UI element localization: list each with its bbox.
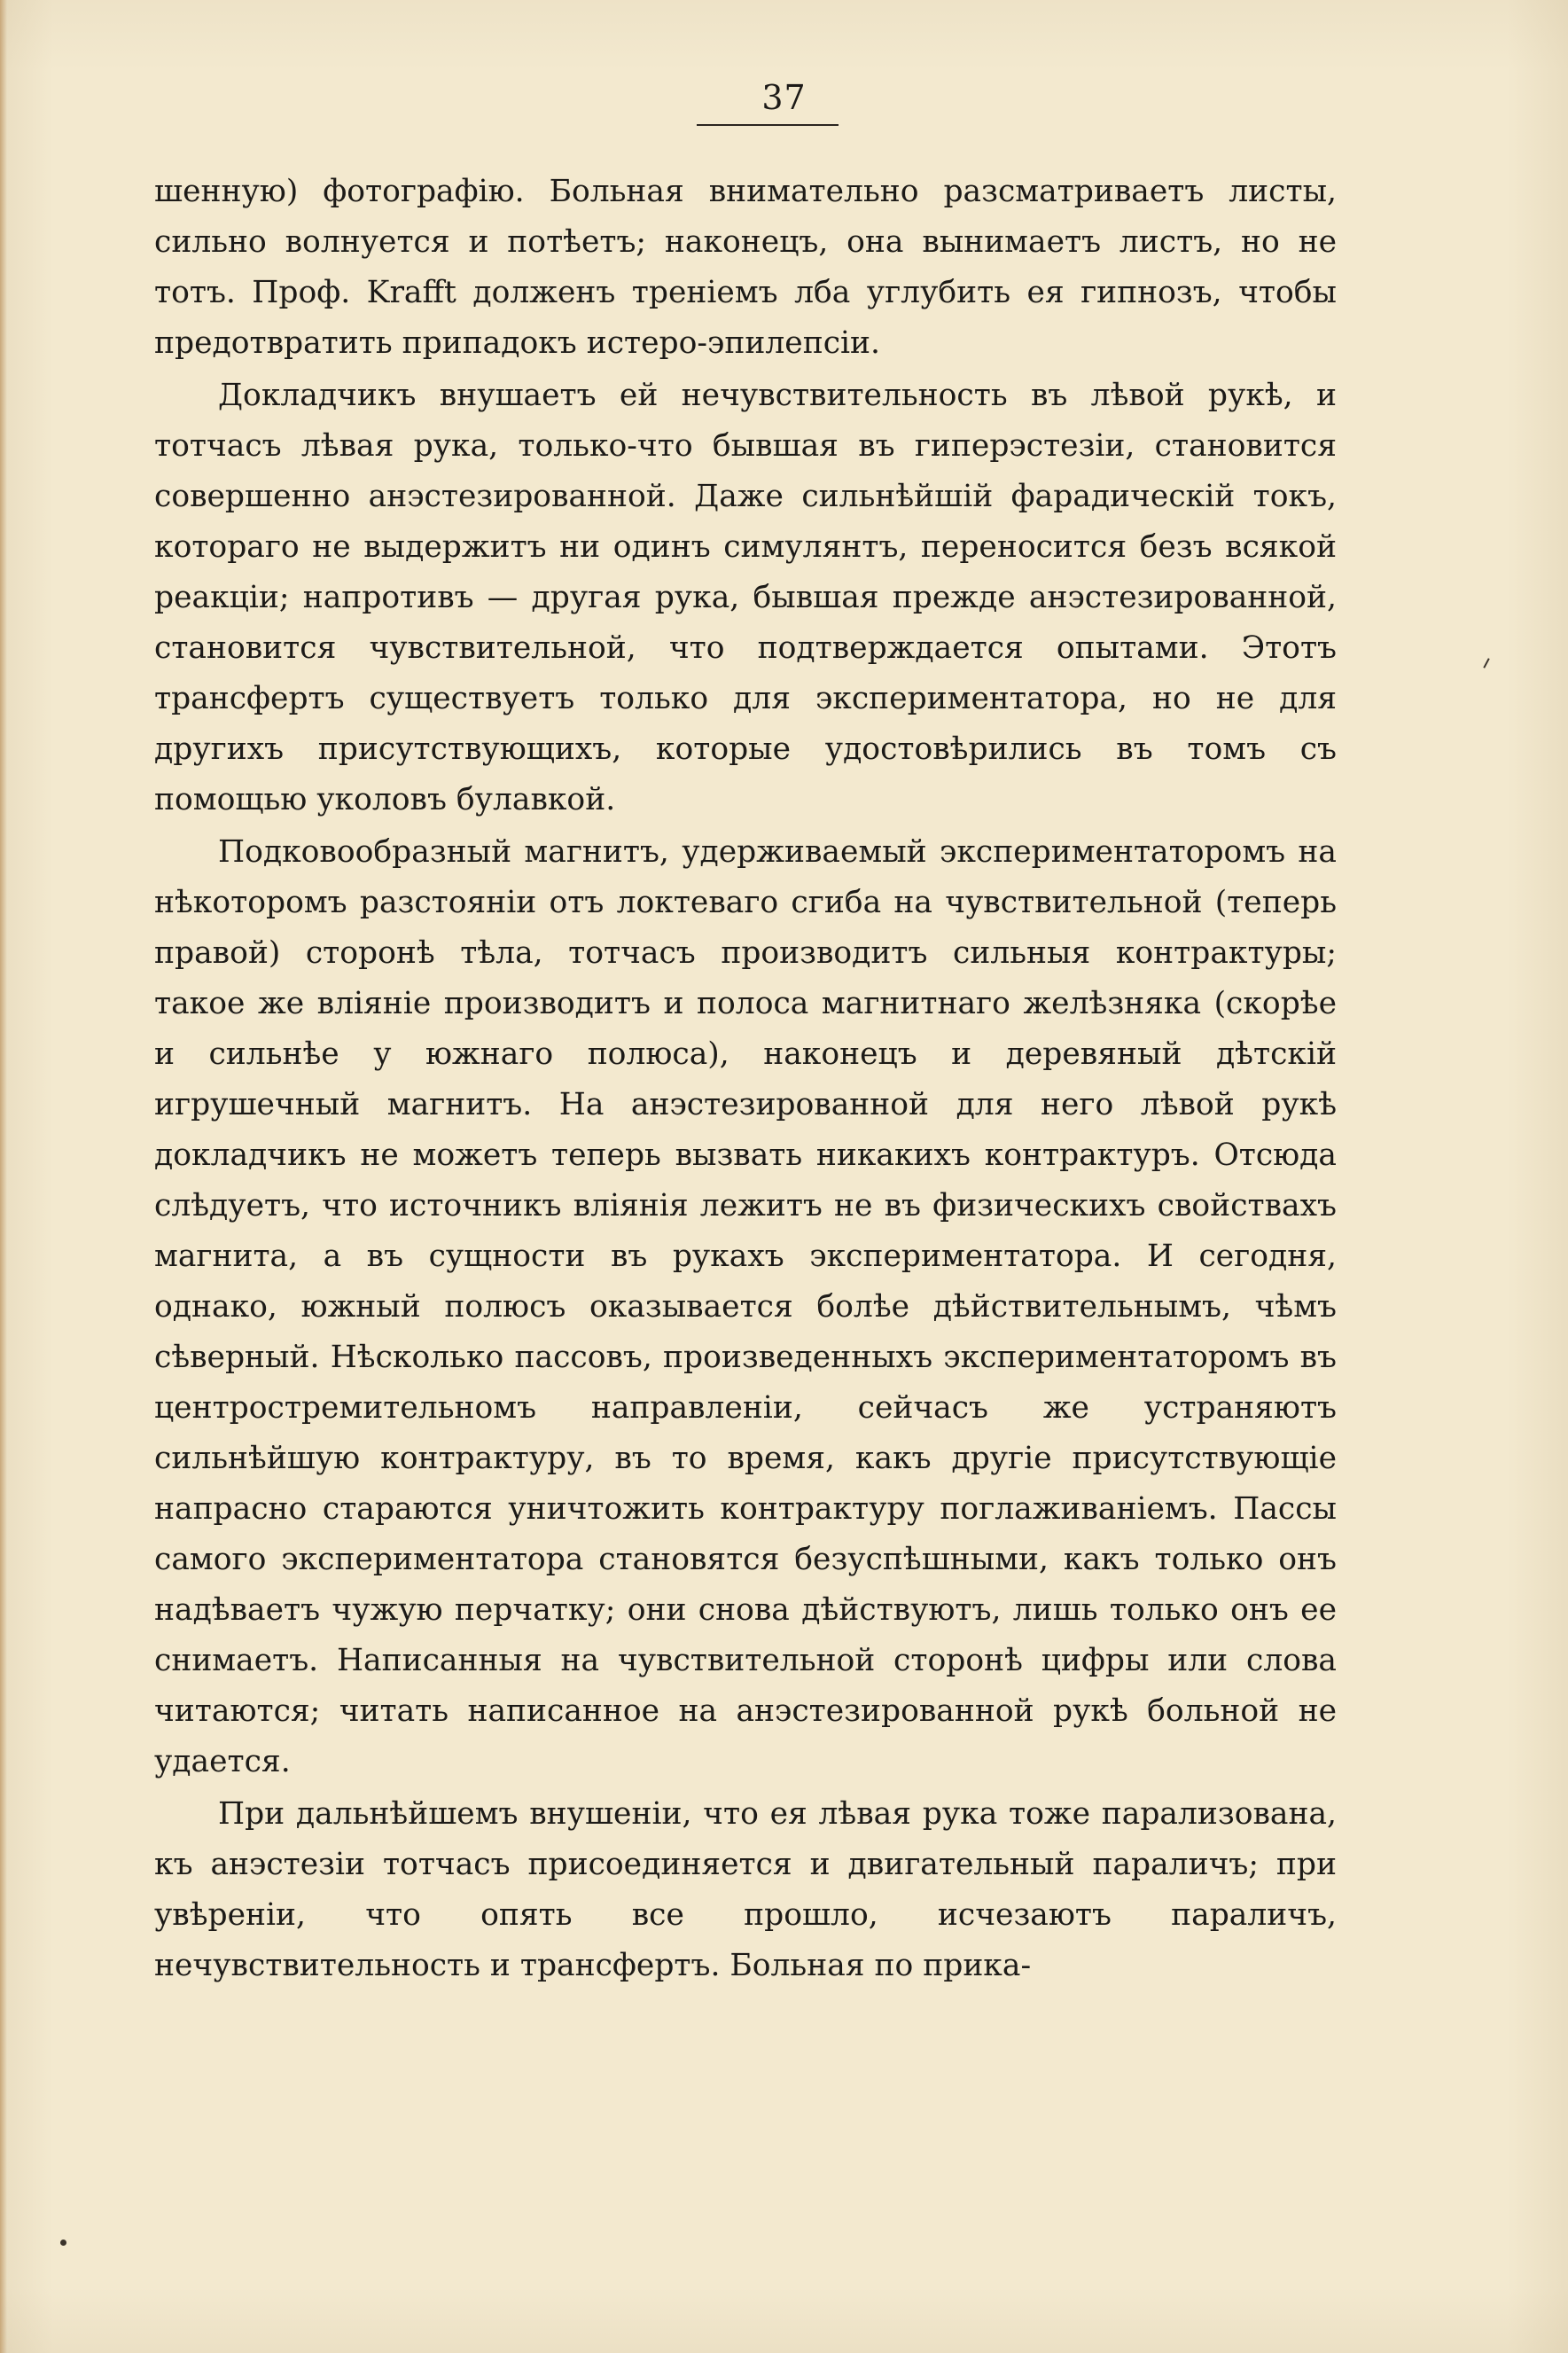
page-edge-shadow [0, 0, 7, 2353]
body-text [154, 167, 1337, 1991]
page-number-rule [697, 124, 839, 126]
paragraph-3: Подковообразный магнитъ, удерживаемый экспериментаторомъ на нѣкоторомъ разстояніи отъ локтеваго сгиба на чувствительной (теперь правой) сторонѣ тѣла, тотчасъ производитъ сильныя контрактуры; такое же вліяніе производитъ и полоса магнитнаго желѣзняка (скорѣе и сильнѣе у южнаго полюса), наконецъ и деревяный дѣтскій игрушечный магнитъ. На анэстезированной для него лѣвой рукѣ докладчикъ не можетъ теперь вызвать никакихъ контрактуръ. Отсюда слѣдуетъ, что источникъ вліянія лежитъ не въ физическихъ свойствахъ магнита, а въ сущности въ рукахъ экспериментатора. И сегодня, однако, южный полюсъ оказывается болѣе дѣйствительнымъ, чѣмъ сѣверный. Нѣсколько пассовъ, произведенныхъ экспериментаторомъ въ центростремительномъ направленіи, сейчасъ же устраняютъ сильнѣйшую контрактуру, въ то время, какъ другіе присутствующіе напрасно стараются уничтожить контрактуру поглаживаніемъ. Пассы самого экспериментатора становятся безуспѣшными, какъ только онъ надѣваетъ чужую перчатку; они снова дѣйствуютъ, лишь только онъ ее снимаетъ. Написанныя на чувствительной сторонѣ цифры или слова читаются; читать написанное на анэстезированной рукѣ больной не удается. [154, 834, 1337, 1779]
paragraph-1: шенную) фотографію. Больная внимательно разсматриваетъ листы, сильно волнуется и потѣетъ; наконецъ, она вынимаетъ листъ, но не тотъ. Проф. Krafft долженъ треніемъ лба углубить ея гипнозъ, чтобы предотвратить припадокъ истеро-эпилепсіи. [154, 174, 1337, 361]
paragraph-4: При дальнѣйшемъ внушеніи, что ея лѣвая рука тоже парализована, къ анэстезіи тотчасъ присоединяется и двигательный параличъ; при увѣреніи, что опять все прошло, исчезаютъ параличъ, нечувствительность и трансфертъ. Больная по прика- [154, 1796, 1337, 1983]
ink-speck [60, 2240, 66, 2246]
paragraph-2: Докладчикъ внушаетъ ей нечувствительность въ лѣвой рукѣ, и тотчасъ лѣвая рука, только-что бывшая въ гиперэстезіи, становится совершенно анэстезированной. Даже сильнѣйшій фарадическій токъ, котораго не выдержитъ ни одинъ симулянтъ, переносится безъ всякой реакціи; напротивъ — другая рука, бывшая прежде анэстезированной, становится чувствительной, что подтверждается опытами. Этотъ трансфертъ существуетъ только для экспериментатора, но не для другихъ присутствующихъ, которые удостовѣрились въ томъ съ помощью уколовъ булавкой. [154, 378, 1337, 817]
margin-mark [1483, 658, 1489, 668]
page-number: 37 [761, 78, 807, 117]
